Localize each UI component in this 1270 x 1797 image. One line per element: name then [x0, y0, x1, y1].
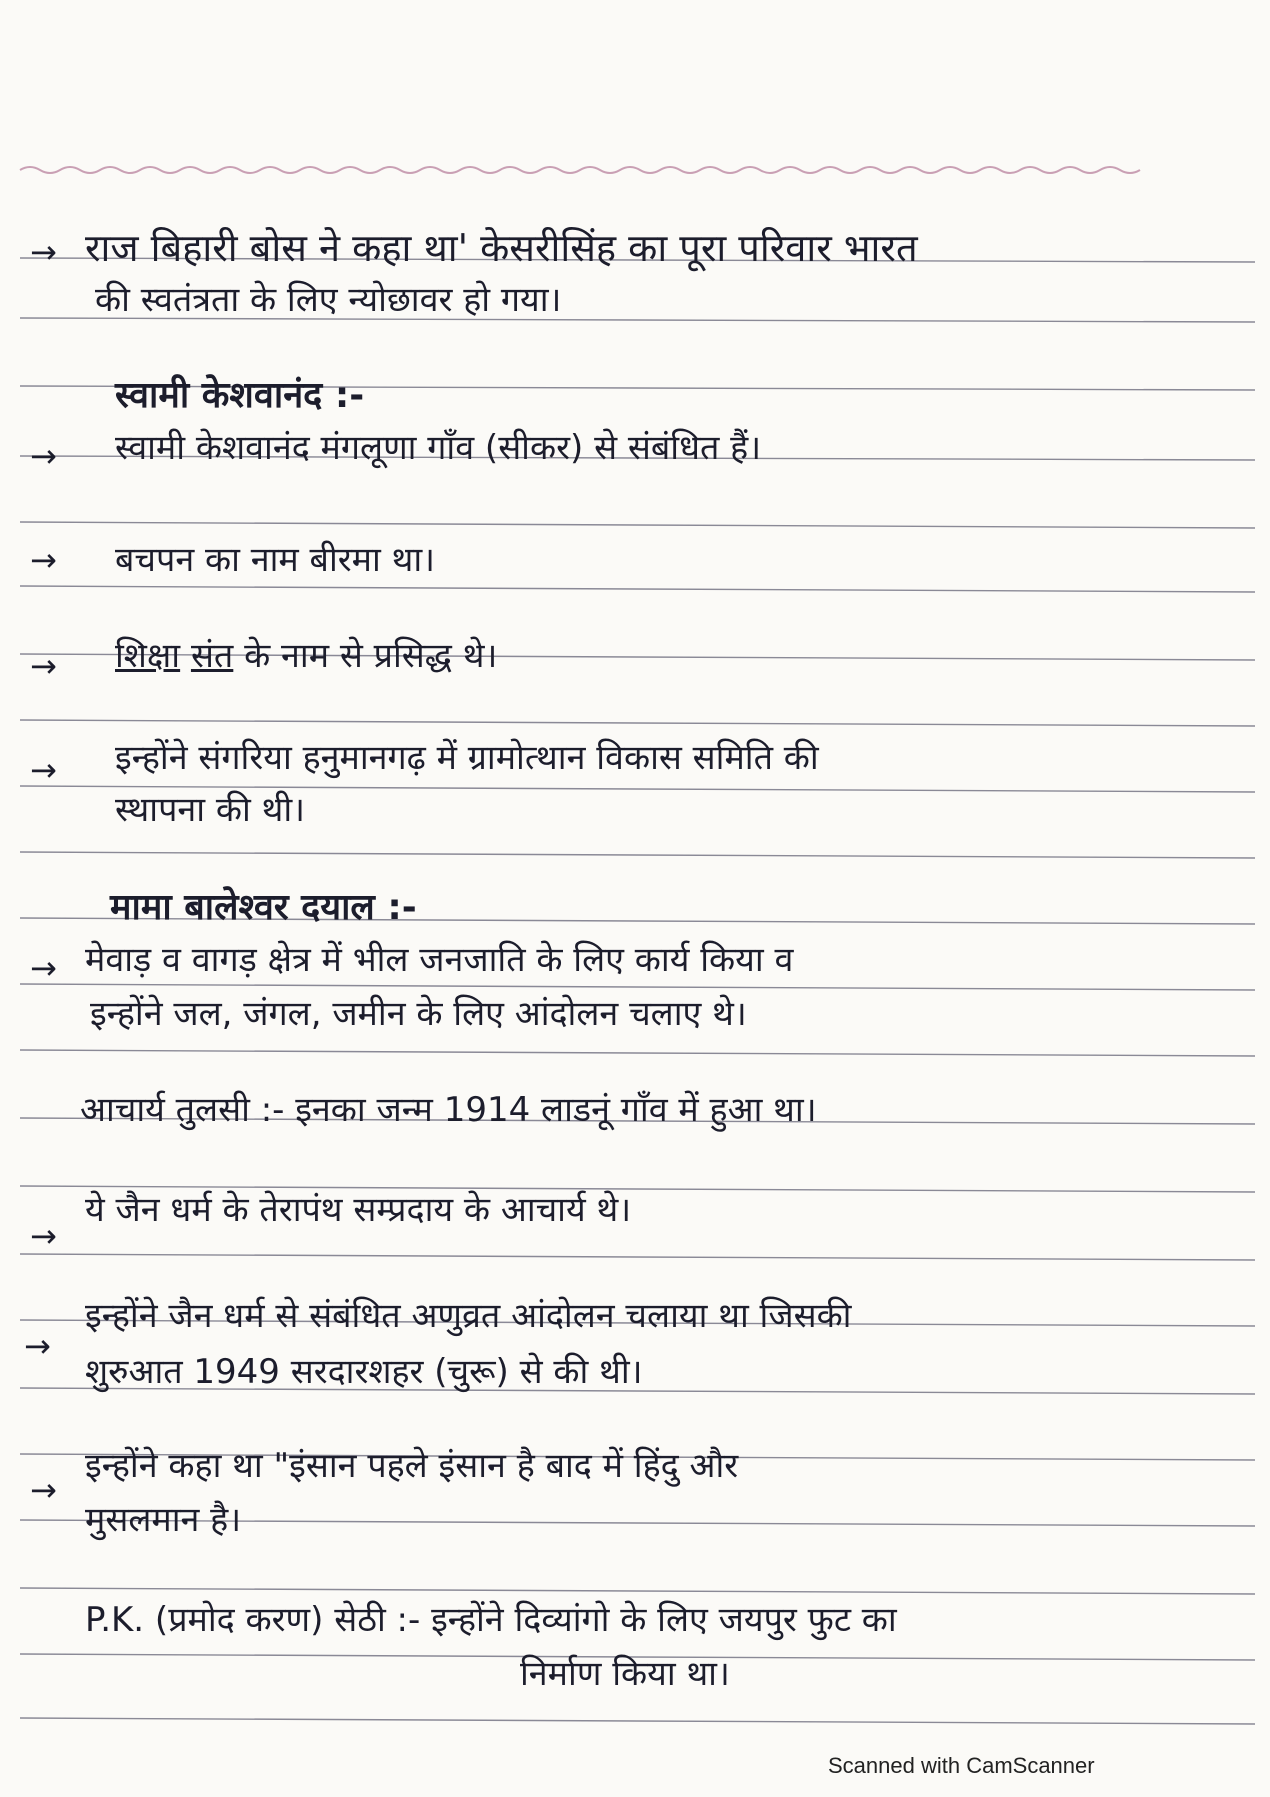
note-baleshwar-1-line1: मेवाड़ व वागड़ क्षेत्र में भील जनजाति के लिए कार्य किया व — [85, 940, 794, 980]
bullet-arrow-icon: → — [30, 437, 57, 475]
note-tulsi-1: ये जैन धर्म के तेरापंथ सम्प्रदाय के आचार्य थे। — [85, 1190, 632, 1230]
note-tulsi-3-line2: मुसलमान है। — [85, 1500, 242, 1540]
note-keshvanand-3-word2: संत — [190, 636, 234, 676]
note-tulsi-2-line2: शुरुआत 1949 सरदारशहर (चुरू) से की थी। — [85, 1352, 643, 1392]
heading-swami-keshvanand: स्वामी केशवानंद :- — [115, 375, 365, 416]
note-keshvanand-1: स्वामी केशवानंद मंगलूणा गाँव (सीकर) से संबंधित हैं। — [115, 428, 762, 468]
bullet-arrow-icon: → — [30, 1471, 57, 1509]
note-rajbihari-line2: की स्वतंत्रता के लिए न्योछावर हो गया। — [95, 280, 562, 320]
bullet-arrow-icon: → — [30, 233, 57, 271]
bullet-arrow-icon: → — [30, 751, 57, 789]
header-wave-line — [20, 167, 1140, 173]
note-tulsi-3-line1: इन्होंने कहा था "इंसान पहले इंसान है बाद में हिंदु और — [85, 1446, 739, 1486]
camscanner-watermark: Scanned with CamScanner — [828, 1753, 1095, 1778]
bullet-arrow-icon: → — [30, 1217, 57, 1255]
bullet-arrow-icon: → — [30, 541, 57, 579]
note-pk-sethi-line2: निर्माण किया था। — [520, 1654, 730, 1694]
note-baleshwar-1-line2: इन्होंने जल, जंगल, जमीन के लिए आंदोलन चलाए थे। — [90, 994, 747, 1034]
note-rajbihari-line1: राज बिहारी बोस ने कहा था' केसरीसिंह का पूरा परिवार भारत — [85, 226, 918, 270]
note-keshvanand-3-rest: के नाम से प्रसिद्ध थे। — [244, 636, 498, 676]
heading-mama-baleshwar-dayal: मामा बालेश्वर दयाल :- — [110, 887, 417, 928]
note-keshvanand-3 — [115, 636, 497, 676]
note-keshvanand-3-word1: शिक्षा — [115, 636, 181, 676]
note-tulsi-2-line1: इन्होंने जैन धर्म से संबंधित अणुव्रत आंदोलन चलाया था जिसकी — [85, 1296, 852, 1336]
note-pk-sethi-line1: P.K. (प्रमोद करण) सेठी :- इन्होंने दिव्यांगो के लिए जयपुर फुट का — [85, 1600, 897, 1640]
note-keshvanand-2: बचपन का नाम बीरमा था। — [115, 540, 436, 580]
note-keshvanand-4-line2: स्थापना की थी। — [115, 790, 306, 830]
bullet-arrow-icon: → — [24, 1327, 51, 1365]
note-tulsi-intro: आचार्य तुलसी :- इनका जन्म 1914 लाडनूं गाँव में हुआ था। — [80, 1090, 817, 1130]
note-keshvanand-4-line1: इन्होंने संगरिया हनुमानगढ़ में ग्रामोत्थान विकास समिति की — [115, 738, 819, 778]
bullet-arrow-icon: → — [30, 647, 57, 685]
bullet-arrow-icon: → — [30, 949, 57, 987]
